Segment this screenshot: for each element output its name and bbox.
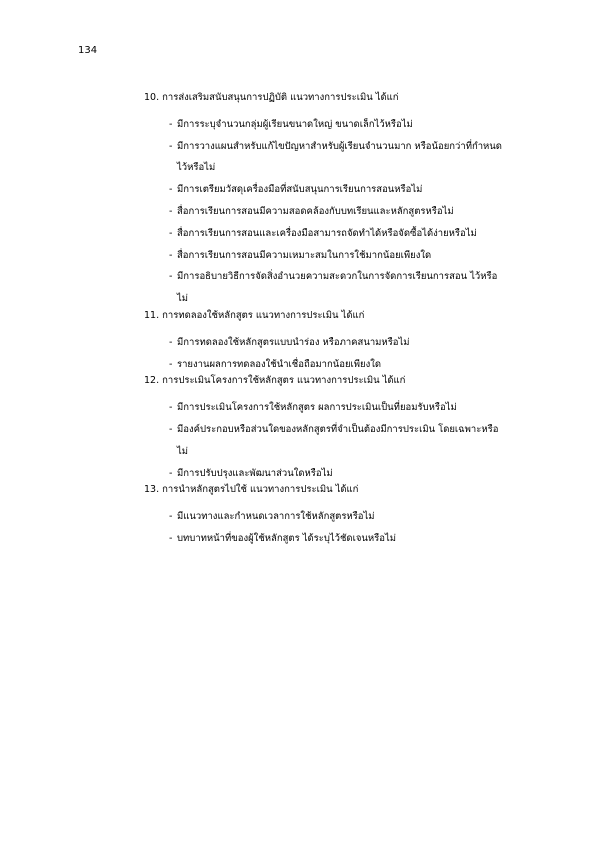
list-item	[144, 354, 564, 376]
list-item	[144, 223, 564, 245]
bullet-dash: -	[169, 423, 173, 435]
list-item-text: มีการระบุจำนวนกลุ่มผู้เรียนขนาดใหญ่ ขนาดเล็กไว้หรือไม่	[177, 118, 413, 130]
list-item	[144, 114, 564, 136]
list-item-text: มีแนวทางและกำหนดเวลาการใช้หลักสูตรหรือไม่	[177, 511, 375, 523]
bullet-dash: -	[169, 336, 173, 348]
section-heading: 11. การทดลองใช้หลักสูตร แนวทางการประเมิน ได้แก่	[144, 309, 365, 321]
list-item	[144, 506, 564, 528]
section-12	[144, 375, 564, 484]
list-item	[144, 201, 564, 223]
bullet-dash: -	[169, 205, 173, 217]
list-item-text: มีการทดลองใช้หลักสูตรแบบนำร่อง หรือภาคสนามหรือไม่	[177, 336, 410, 348]
list-item	[144, 463, 564, 485]
section-heading: 10. การส่งเสริมสนับสนุนการปฏิบัติ แนวทางการประเมิน ได้แก่	[144, 92, 399, 103]
list-item-text: สื่อการเรียนการสอนมีความเหมาะสมในการใช้มากน้อยเพียงใด	[177, 249, 432, 261]
list-item-text: สื่อการเรียนการสอนและเครื่องมือสามารถจัดทำได้หรือจัดซื้อได้ง่ายหรือไม่	[177, 227, 477, 239]
section-heading: 12. การประเมินโครงการใช้หลักสูตร แนวทางการประเมิน ได้แก่	[144, 375, 406, 387]
section-heading: 13. การนำหลักสูตรไปใช้ แนวทางการประเมิน ได้แก่	[144, 484, 359, 496]
section-10	[144, 92, 564, 310]
bullet-dash: -	[169, 140, 173, 152]
list-item	[144, 179, 564, 201]
list-item-text: มีการประเมินโครงการใช้หลักสูตร ผลการประเมินเป็นที่ยอมรับหรือไม่	[177, 402, 457, 414]
list-item	[144, 136, 564, 180]
list-item	[144, 245, 564, 267]
document-body	[144, 92, 564, 550]
list-item-text: สื่อการเรียนการสอนมีความสอดคล้องกับบทเรียนและหลักสูตรหรือไม่	[177, 205, 454, 217]
section-13	[144, 484, 564, 549]
bullet-dash: -	[169, 184, 173, 196]
bullet-dash: -	[169, 249, 173, 261]
bullet-dash: -	[169, 227, 173, 239]
list-item	[144, 266, 564, 310]
list-item-text: รายงานผลการทดลองใช้นำเชื่อถือมากน้อยเพียงใด	[177, 358, 382, 370]
list-item-text: มีการปรับปรุงและพัฒนาส่วนใดหรือไม่	[177, 467, 333, 479]
list-item-text: มีการเตรียมวัสดุเครื่องมือที่สนับสนุนการเรียนการสอนหรือไม่	[177, 184, 423, 196]
bullet-dash: -	[169, 511, 173, 523]
bullet-dash: -	[169, 118, 173, 130]
section-11	[144, 310, 564, 375]
bullet-dash: -	[169, 467, 173, 479]
list-item-text: มีองค์ประกอบหรือส่วนใดของหลักสูตรที่จำเป็นต้องมีการประเมิน โดยเฉพาะหรือไม่	[177, 423, 499, 457]
list-item	[144, 528, 564, 550]
list-item	[144, 419, 564, 463]
bullet-dash: -	[169, 271, 173, 283]
list-item-text: มีการอธิบายวิธีการจัดสิ่งอำนวยความสะดวกในการจัดการเรียนการสอน ไว้หรือไม่	[177, 271, 498, 305]
list-item-text: บทบาทหน้าที่ของผู้ใช้หลักสูตร ได้ระบุไว้ชัดเจนหรือไม่	[177, 532, 397, 544]
list-item	[144, 397, 564, 419]
list-item	[144, 332, 564, 354]
list-item-text: มีการวางแผนสำหรับแก้ไขปัญหาสำหรับผู้เรียนจำนวนมาก หรือน้อยกว่าที่กำหนดไว้หรือไม่	[177, 140, 502, 174]
bullet-dash: -	[169, 402, 173, 414]
bullet-dash: -	[169, 532, 173, 544]
page-number: 134	[78, 45, 98, 56]
bullet-dash: -	[169, 358, 173, 370]
